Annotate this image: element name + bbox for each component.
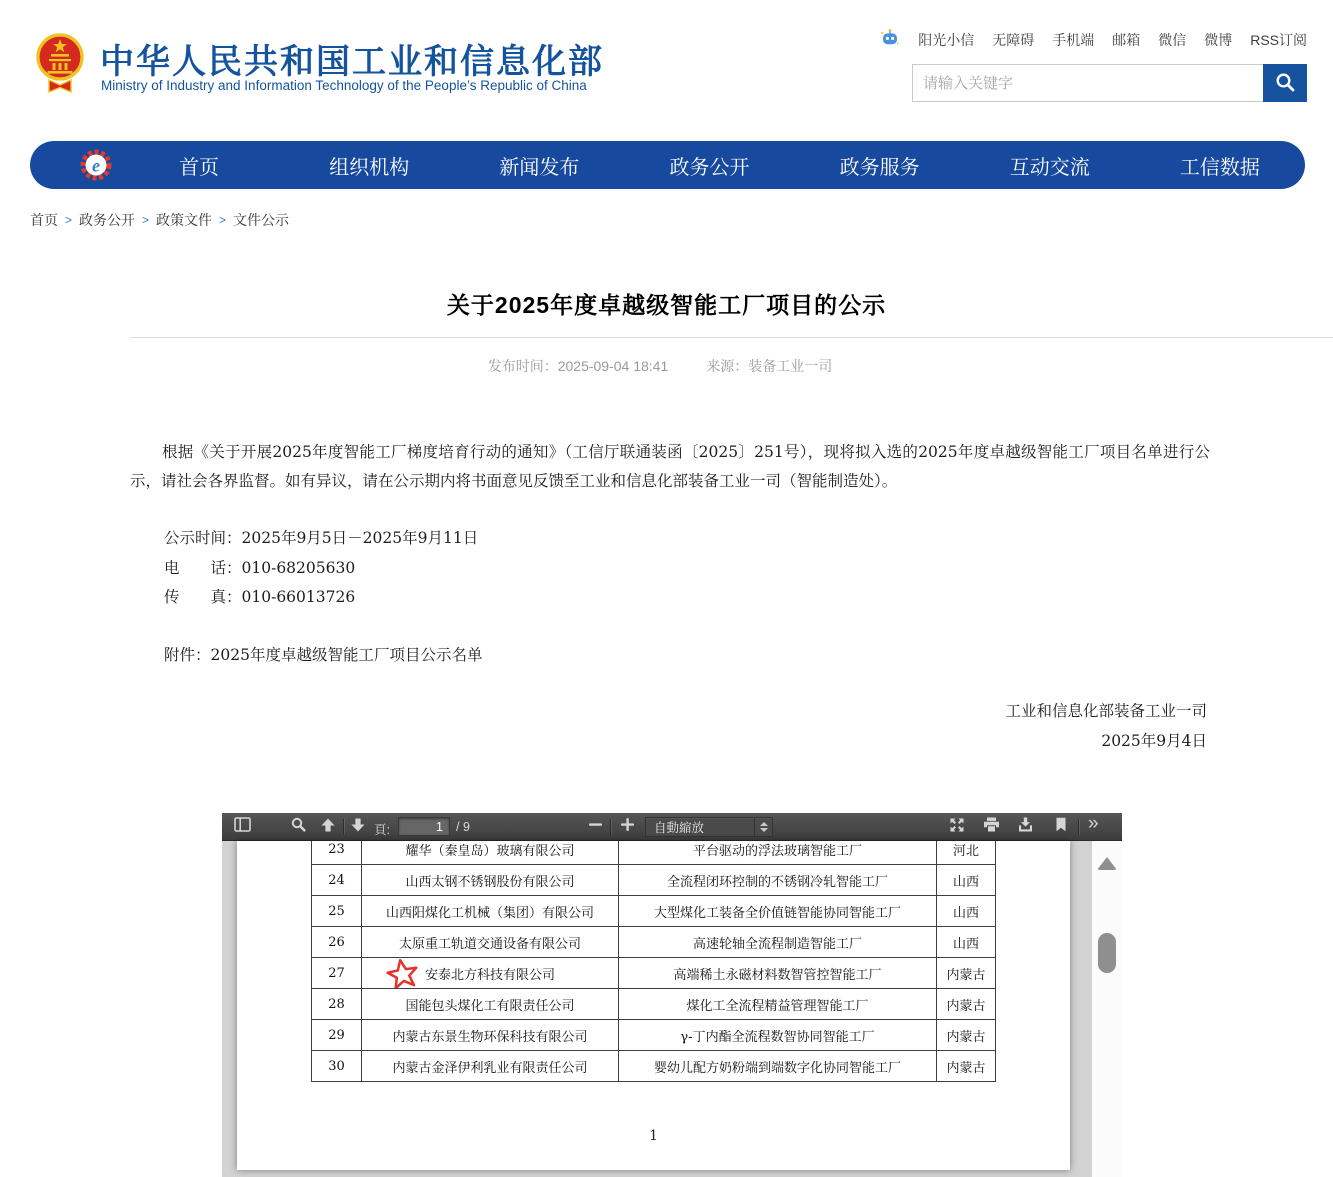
search-button[interactable] [1263,64,1307,102]
select-arrows-icon [754,818,772,836]
search-input[interactable] [912,64,1263,102]
sidebar-toggle-button[interactable] [230,815,254,839]
site-search [912,64,1307,102]
breadcrumb-file-notice[interactable]: 文件公示 [233,212,290,228]
cell-no: 25 [312,896,362,927]
publish-time-label: 发布时间： [487,358,558,374]
page-total: / 9 [456,820,470,834]
cell-no: 23 [312,841,362,865]
quick-link-sunshine[interactable]: 阳光小信 [918,31,975,48]
pdf-viewer [222,813,1122,1177]
zoom-mode-value: 自動縮放 [654,821,705,835]
more-tools-button[interactable]: » [1088,813,1099,834]
notice-period-line: 公示时间：2025年9月5日－2025年9月11日 [164,529,479,547]
toolbar-separator [610,819,611,835]
robot-assistant-icon [880,28,900,51]
scrollbar-thumb[interactable] [1098,933,1116,973]
cell-province: 内蒙古 [937,958,996,989]
toolbar-separator [343,819,344,835]
quick-link-wechat[interactable]: 微信 [1158,31,1187,48]
cell-company: 国能包头煤化工有限责任公司 [362,989,619,1020]
cell-company: 内蒙古金泽伊利乳业有限责任公司 [362,1051,619,1082]
page-up-icon [320,817,336,838]
download-icon [1018,817,1033,837]
publish-info [0,356,1320,376]
signature-department: 工业和信息化部装备工业一司 [1005,702,1207,720]
breadcrumb-separator: > [65,213,73,227]
quick-link-accessibility[interactable]: 无障碍 [992,31,1035,48]
cell-project: 平台驱动的浮法玻璃智能工厂 [619,841,937,865]
breadcrumb-policy-files[interactable]: 政策文件 [156,212,213,228]
national-emblem-logo [34,30,86,103]
cell-province: 内蒙古 [937,989,996,1020]
cell-province: 山西 [937,865,996,896]
page-down-icon [350,817,366,838]
fullscreen-icon [949,817,965,838]
page-up-button[interactable] [316,815,340,839]
table-row [312,865,996,896]
source-label: 来源： [706,358,749,374]
bookmark-button[interactable] [1049,815,1073,839]
nav-item-gov-services[interactable]: 政务服务 [839,156,920,179]
print-icon [983,817,1000,837]
cell-no: 29 [312,1020,362,1051]
cell-project: γ-丁内酯全流程数智协同智能工厂 [619,1020,937,1051]
cell-project: 高速轮轴全流程制造智能工厂 [619,927,937,958]
gear-e-logo-icon [78,147,114,183]
quick-link-rss[interactable]: RSS订阅 [1250,31,1307,48]
cell-no: 30 [312,1051,362,1082]
cell-company: 安泰北方科技有限公司 [362,958,619,989]
signature-date: 2025年9月4日 [1101,732,1207,750]
table-row [312,927,996,958]
site-subtitle: Ministry of Industry and Information Technology of the People’s Republic of China [101,78,587,93]
cell-project: 大型煤化工装备全价值链智能协同智能工厂 [619,896,937,927]
toolbar-separator [1078,819,1079,835]
cell-no: 24 [312,865,362,896]
red-star-annotation-icon [386,958,419,989]
zoom-mode-select[interactable] [645,817,773,837]
search-icon [1274,71,1296,96]
quick-link-mobile[interactable]: 手机端 [1052,31,1095,48]
zoom-in-icon [621,818,634,836]
quick-link-mail[interactable]: 邮箱 [1112,31,1141,48]
article-paragraph: 根据《关于开展2025年度智能工厂梯度培育行动的通知》（工信厅联通装函〔2025〕251号），现将拟入选的2025年度卓越级智能工厂项目名单进行公示，请社会各界监督。如有异议，请在公示期内将书面意见反馈至工业和信息化部装备工业一司（智能制造处）。 [130,443,1210,490]
cell-province: 内蒙古 [937,1020,996,1051]
cell-project: 全流程闭环控制的不锈钢冷轧智能工厂 [619,865,937,896]
cell-province: 河北 [937,841,996,865]
cell-company: 耀华（秦皇岛）玻璃有限公司 [362,841,619,865]
quick-link-weibo[interactable]: 微博 [1204,31,1233,48]
find-button[interactable] [286,815,310,839]
pdf-page-footer-number: 1 [649,1128,658,1144]
pdf-scrollbar[interactable] [1092,841,1122,1177]
fax-line: 传 真：010-66013726 [164,588,356,606]
cell-project: 煤化工全流程精益管理智能工厂 [619,989,937,1020]
nav-item-organization[interactable]: 组织机构 [329,156,410,179]
download-button[interactable] [1013,815,1037,839]
find-icon [291,817,306,837]
cell-project: 婴幼儿配方奶粉端到端数字化协同智能工厂 [619,1051,937,1082]
cell-company: 山西阳煤化工机械（集团）有限公司 [362,896,619,927]
sidebar-toggle-icon [234,817,251,837]
cell-company: 太原重工轨道交通设备有限公司 [362,927,619,958]
table-row [312,896,996,927]
table-row [312,989,996,1020]
cell-project: 高端稀土永磁材料数智管控智能工厂 [619,958,937,989]
pdf-toolbar [222,813,1122,841]
site-title: 中华人民共和国工业和信息化部 [100,43,604,81]
cell-no: 27 [312,958,362,989]
scroll-up-arrow-icon[interactable] [1097,857,1117,870]
zoom-out-icon [589,818,602,836]
page-down-button[interactable] [346,815,370,839]
cell-province: 山西 [937,927,996,958]
bookmark-icon [1055,817,1067,837]
zoom-in-button[interactable] [615,815,639,839]
table-row-starred [312,958,996,989]
fullscreen-button[interactable] [945,815,969,839]
cell-province: 山西 [937,896,996,927]
nav-item-gov-disclosure[interactable]: 政务公开 [669,156,750,179]
breadcrumb-separator: > [142,213,150,227]
phone-line: 电 话：010-68205630 [164,559,356,577]
main-nav [30,141,1305,189]
page-number-input[interactable] [398,817,450,836]
table-row [312,1020,996,1051]
publish-time-value: 2025-09-04 18:41 [557,358,669,374]
cell-province: 内蒙古 [937,1051,996,1082]
attachment-line: 附件：2025年度卓越级智能工厂项目公示名单 [164,646,483,664]
breadcrumb [30,210,289,230]
nav-items [114,151,1305,180]
cell-no: 26 [312,927,362,958]
page-label: 頁: [374,823,390,837]
zoom-out-button[interactable] [583,815,607,839]
source-value: 装备工业一司 [748,358,833,374]
pdf-page [237,841,1070,1170]
title-divider [130,337,1333,338]
cell-company: 内蒙古东景生物环保科技有限公司 [362,1020,619,1051]
breadcrumb-home[interactable]: 首页 [30,212,58,228]
nav-item-news[interactable]: 新闻发布 [499,156,580,179]
header-quick-links [880,28,1307,51]
article-title: 关于2025年度卓越级智能工厂项目的公示 [446,292,887,318]
print-button[interactable] [979,815,1003,839]
nav-item-interaction[interactable]: 互动交流 [1009,156,1090,179]
cell-company: 山西太钢不锈钢股份有限公司 [362,865,619,896]
table-row [312,841,996,865]
cell-no: 28 [312,989,362,1020]
svg-text:e: e [92,155,100,176]
breadcrumb-gov-disclosure[interactable]: 政务公开 [79,212,136,228]
nav-item-home[interactable]: 首页 [179,156,220,179]
table-row [312,1051,996,1082]
breadcrumb-separator: > [219,213,227,227]
project-table [311,841,996,1082]
nav-item-data[interactable]: 工信数据 [1179,156,1260,179]
